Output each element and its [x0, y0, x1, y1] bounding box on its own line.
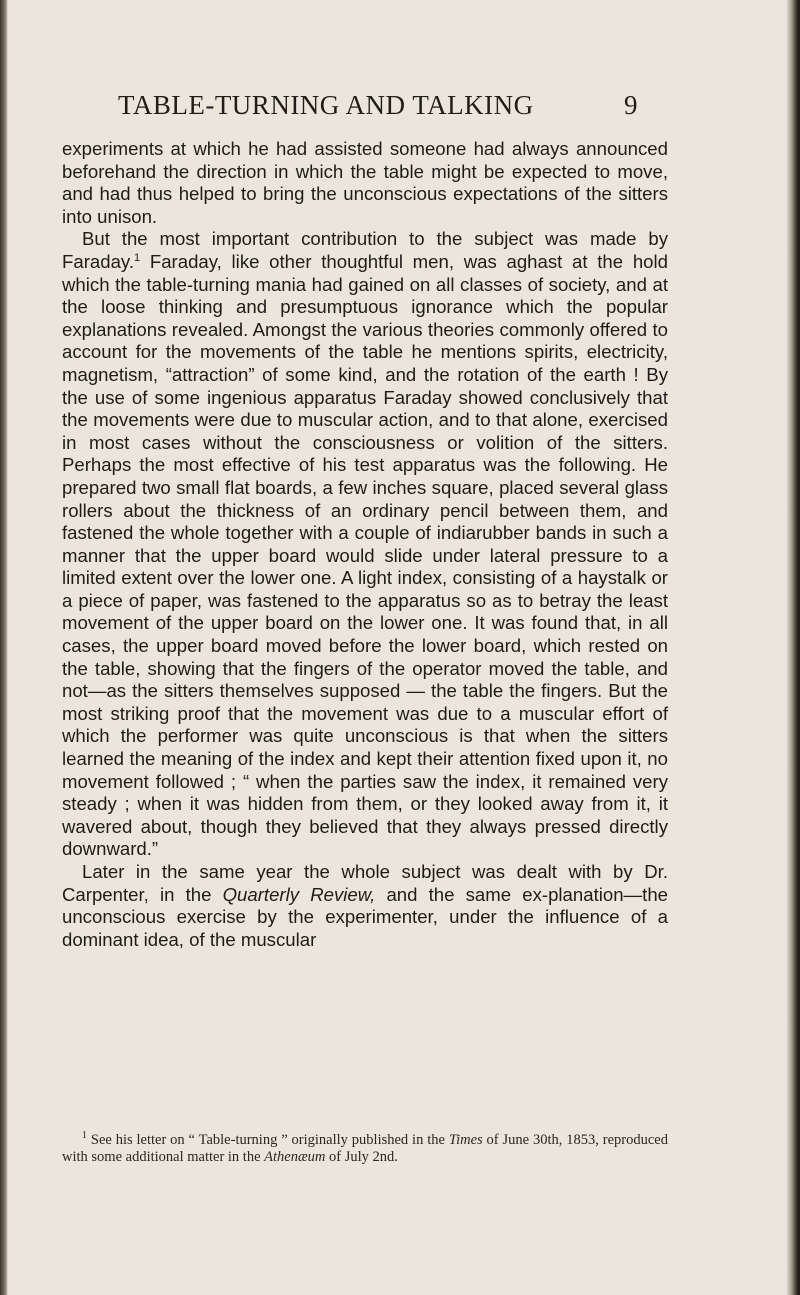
footnote-text-1: See his letter on “ Table-turning ” originally published in the: [87, 1132, 449, 1148]
footnote-italic-athenaeum: Athenæum: [264, 1148, 326, 1165]
footnote-reference: 1: [134, 251, 141, 264]
paragraph-1: experiments at which he had assisted someone had always announced beforehand the direction in which the table might be expected to move, and had thus helped to bring the unconscious expectations of the sitters into unison.: [62, 138, 668, 227]
journal-title: Quarterly Review,: [222, 883, 376, 905]
page-binding-edge-left: [0, 0, 8, 1295]
paragraph-3-rest: and the same ex-planation—the unconscious exercise by the experimenter, under the influence of a dominant idea, of the muscular: [62, 883, 668, 950]
paragraph-2: [62, 228, 668, 861]
paragraph-2-start: But the most important contribution to the subject was made by Faraday.: [62, 228, 668, 272]
footnote-italic-times: Times: [448, 1132, 483, 1148]
footnote-text-2: of June 30th, 1853, reproduced with some additional matter in the: [62, 1132, 668, 1165]
page-number: 9: [624, 90, 638, 120]
running-head: [118, 90, 638, 126]
footnote-paragraph: [62, 1132, 668, 1165]
paragraph-2-rest: Faraday, like other thoughtful men, was aghast at the hold which the table-turning mania had gained on all classes of society, and at the loose thinking and presumptuous ignorance which the popular explanations revealed. Amongst the various theories commonly offered to account for the movements of the table he mentions spirits, electricity, magnetism, “attraction” of some kind, and the rotation of the earth ! By the use of some ingenious apparatus Faraday showed conclusively that the movements were due to muscular action, and to that alone, exercised in most cases without the consciousness or volition of the sitters. Perhaps the most effective of his test apparatus was the following. He prepared two small flat boards, a few inches square, placed several glass rollers about the thickness of an ordinary pencil between them, and fastened the whole together with a couple of indiarubber bands in such a manner that the upper board would slide under lateral pressure to a limited extent over the lower one. A light index, consisting of a haystalk or a piece of paper, was fastened to the apparatus so as to betray the least movement of the upper board on the lower one. It was found that, in all cases, the upper board moved before the lower board, which rested on the table, showing that the fingers of the operator moved the table, and not—as the sitters themselves supposed — the table the fingers. But the most striking proof that the movement was due to a muscular effort of which the performer was quite unconscious is that when the sitters learned the meaning of the index and kept their attention fixed upon it, no movement followed ; “ when the parties saw the index, it remained very steady ; when it was hidden from them, or they looked away from it, it wavered about, though they believed that they always pressed directly downward.”: [62, 250, 668, 860]
paragraph-3: [62, 861, 668, 951]
footnote-text-3: of July 2nd.: [325, 1148, 398, 1165]
main-text: [62, 138, 668, 951]
paragraph-3-start: Later in the same year the whole subject was dealt with by Dr. Carpenter, in the: [62, 861, 668, 905]
footnote: [62, 1132, 668, 1165]
chapter-title: TABLE-TURNING AND TALKING: [118, 90, 534, 120]
page-binding-edge-right: [786, 0, 800, 1295]
footnote-marker: 1: [82, 1130, 87, 1142]
